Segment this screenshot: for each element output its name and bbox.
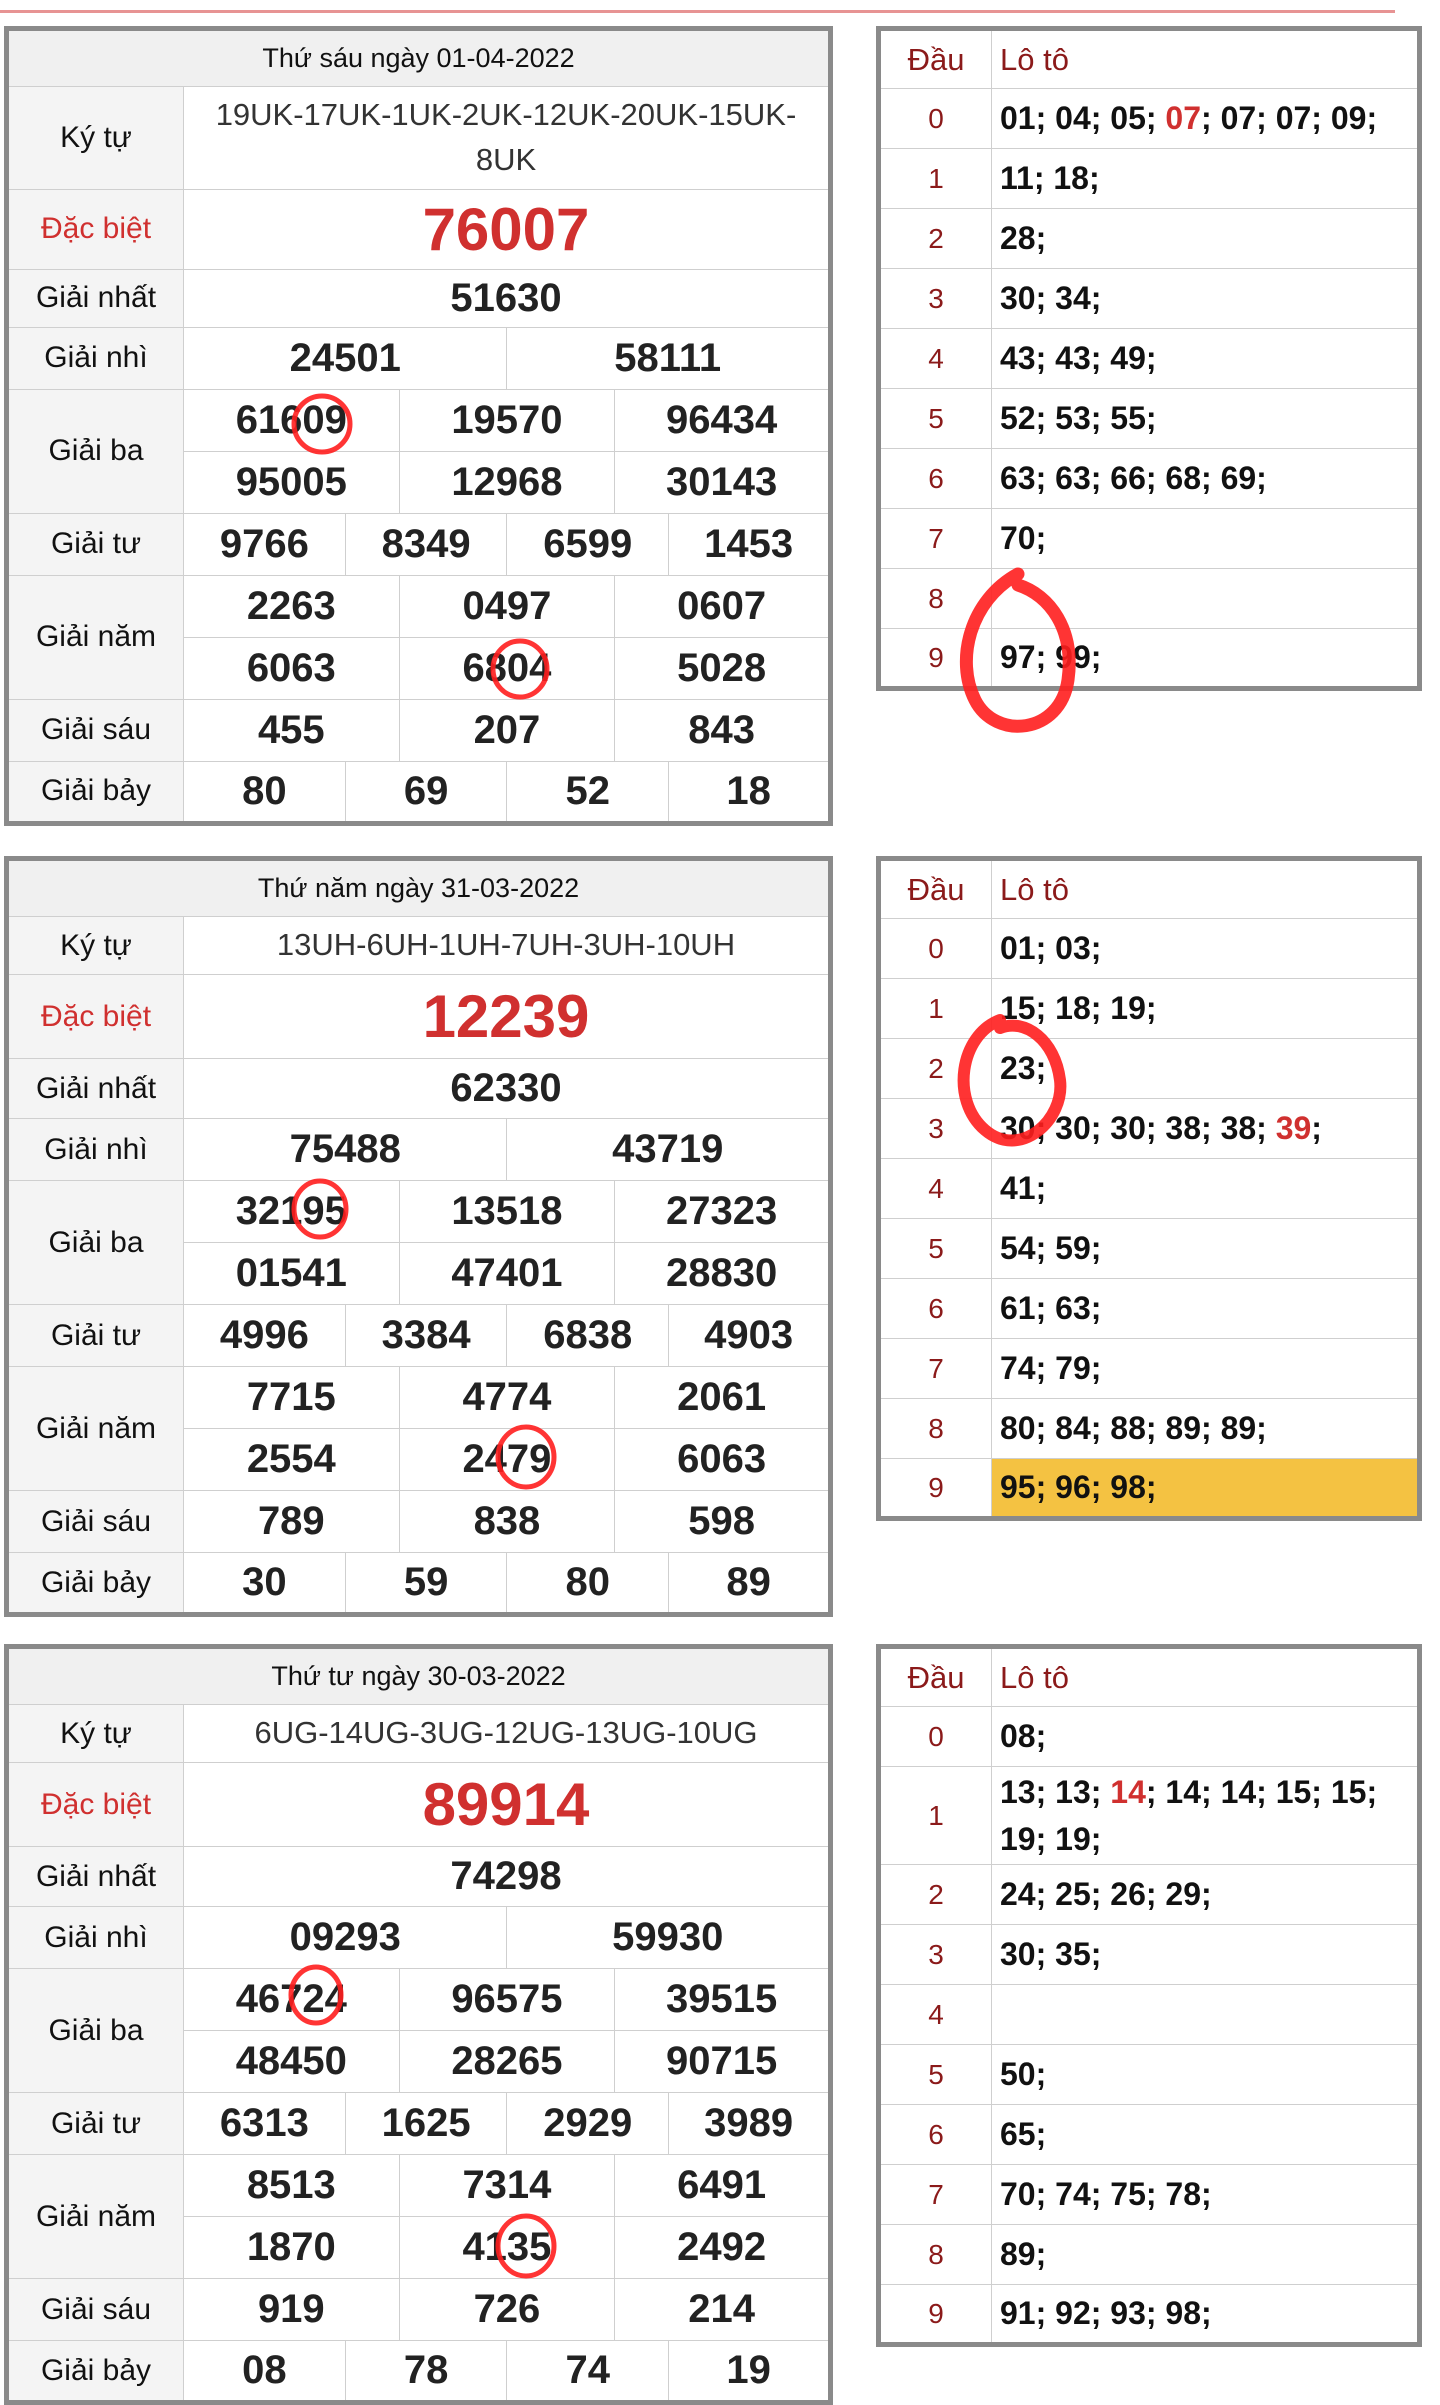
- fifth-prize: 2479: [399, 1429, 615, 1491]
- top-divider: [0, 0, 1395, 13]
- second-prize: 59930: [507, 1907, 831, 1969]
- fourth-prize: 3989: [669, 2093, 831, 2155]
- third-prize: 19570: [399, 389, 615, 451]
- second-prize: 24501: [184, 327, 507, 389]
- special-prize: 89914: [184, 1763, 831, 1847]
- label-dac-biet: Đặc biệt: [7, 189, 184, 269]
- label-giai-tu: Giải tư: [7, 2093, 184, 2155]
- fourth-prize: 1453: [669, 513, 831, 575]
- loto-dau: 4: [879, 1159, 992, 1219]
- loto-values: 50;: [992, 2045, 1420, 2105]
- label-giai-sau: Giải sáu: [7, 2279, 184, 2341]
- loto-dau: 0: [879, 89, 992, 149]
- loto-dau: 7: [879, 2165, 992, 2225]
- fourth-prize: 8349: [345, 513, 507, 575]
- loto-dau: 8: [879, 569, 992, 629]
- loto-dau: 0: [879, 919, 992, 979]
- loto-dau: 5: [879, 2045, 992, 2105]
- loto-dau: 2: [879, 1865, 992, 1925]
- label-ky-tu: Ký tự: [7, 917, 184, 975]
- fifth-prize: 2492: [615, 2217, 831, 2279]
- ky-tu-value: 19UK-17UK-1UK-2UK-12UK-20UK-15UK-8UK: [184, 87, 831, 190]
- loto-values: 01; 04; 05; 07; 07; 07; 09;: [992, 89, 1420, 149]
- label-giai-nam: Giải năm: [7, 2155, 184, 2279]
- fifth-prize: 8513: [184, 2155, 400, 2217]
- loto-dau: 3: [879, 1925, 992, 1985]
- fourth-prize: 6599: [507, 513, 669, 575]
- loto-header-dau: Đầu: [879, 1647, 992, 1707]
- sixth-prize: 598: [615, 1491, 831, 1553]
- loto-dau: 4: [879, 1985, 992, 2045]
- label-giai-ba: Giải ba: [7, 1969, 184, 2093]
- fifth-prize: 2061: [615, 1367, 831, 1429]
- label-giai-bay: Giải bảy: [7, 761, 184, 823]
- label-giai-sau: Giải sáu: [7, 699, 184, 761]
- loto-dau: 9: [879, 1459, 992, 1519]
- seventh-prize: 52: [507, 761, 669, 823]
- label-giai-ba: Giải ba: [7, 389, 184, 513]
- loto-values: 01; 03;: [992, 919, 1420, 979]
- third-prize: 47401: [399, 1243, 615, 1305]
- second-prize: 58111: [507, 327, 831, 389]
- first-prize: 51630: [184, 269, 831, 327]
- third-prize: 39515: [615, 1969, 831, 2031]
- loto-header-loto: Lô tô: [992, 29, 1420, 89]
- loto-dau: 5: [879, 389, 992, 449]
- loto-values: 41;: [992, 1159, 1420, 1219]
- fourth-prize: 2929: [507, 2093, 669, 2155]
- sixth-prize: 789: [184, 1491, 400, 1553]
- fifth-prize: 6804: [399, 637, 615, 699]
- loto-values: [992, 1985, 1420, 2045]
- seventh-prize: 80: [184, 761, 346, 823]
- seventh-prize: 80: [507, 1553, 669, 1615]
- label-giai-nhat: Giải nhất: [7, 1847, 184, 1907]
- fifth-prize: 2554: [184, 1429, 400, 1491]
- first-prize: 62330: [184, 1059, 831, 1119]
- label-giai-tu: Giải tư: [7, 513, 184, 575]
- loto-dau: 4: [879, 329, 992, 389]
- loto-dau: 5: [879, 1219, 992, 1279]
- label-giai-bay: Giải bảy: [7, 2341, 184, 2403]
- seventh-prize: 78: [345, 2341, 507, 2403]
- third-prize: 28265: [399, 2031, 615, 2093]
- seventh-prize: 59: [345, 1553, 507, 1615]
- special-prize: 12239: [184, 975, 831, 1059]
- sixth-prize: 919: [184, 2279, 400, 2341]
- loto-values: 65;: [992, 2105, 1420, 2165]
- results-table: [4, 856, 833, 1617]
- label-giai-nhat: Giải nhất: [7, 269, 184, 327]
- label-dac-biet: Đặc biệt: [7, 1763, 184, 1847]
- third-prize: 27323: [615, 1181, 831, 1243]
- loto-table: [876, 856, 1422, 1521]
- label-giai-nhi: Giải nhì: [7, 327, 184, 389]
- third-prize: 95005: [184, 451, 400, 513]
- fifth-prize: 6063: [184, 637, 400, 699]
- third-prize: 61609: [184, 389, 400, 451]
- third-prize: 30143: [615, 451, 831, 513]
- seventh-prize: 19: [669, 2341, 831, 2403]
- third-prize: 48450: [184, 2031, 400, 2093]
- loto-values-highlighted: 95; 96; 98;: [992, 1459, 1420, 1519]
- loto-dau: 6: [879, 2105, 992, 2165]
- sixth-prize: 455: [184, 699, 400, 761]
- loto-dau: 2: [879, 1039, 992, 1099]
- sixth-prize: 838: [399, 1491, 615, 1553]
- label-giai-nam: Giải năm: [7, 1367, 184, 1491]
- loto-dau: 3: [879, 1099, 992, 1159]
- third-prize: 96575: [399, 1969, 615, 2031]
- results-table: [4, 26, 833, 826]
- sixth-prize: 207: [399, 699, 615, 761]
- loto-values: 80; 84; 88; 89; 89;: [992, 1399, 1420, 1459]
- loto-dau: 9: [879, 2285, 992, 2345]
- loto-values: 11; 18;: [992, 149, 1420, 209]
- label-giai-nhi: Giải nhì: [7, 1907, 184, 1969]
- label-dac-biet: Đặc biệt: [7, 975, 184, 1059]
- loto-table: [876, 26, 1422, 691]
- loto-values: 43; 43; 49;: [992, 329, 1420, 389]
- loto-values: 89;: [992, 2225, 1420, 2285]
- loto-header-dau: Đầu: [879, 29, 992, 89]
- fifth-prize: 7715: [184, 1367, 400, 1429]
- first-prize: 74298: [184, 1847, 831, 1907]
- third-prize: 12968: [399, 451, 615, 513]
- fifth-prize: 6063: [615, 1429, 831, 1491]
- loto-values: 91; 92; 93; 98;: [992, 2285, 1420, 2345]
- third-prize: 13518: [399, 1181, 615, 1243]
- loto-dau: 6: [879, 449, 992, 509]
- loto-values: [992, 569, 1420, 629]
- fourth-prize: 6313: [184, 2093, 346, 2155]
- third-prize: 28830: [615, 1243, 831, 1305]
- sixth-prize: 726: [399, 2279, 615, 2341]
- loto-header-loto: Lô tô: [992, 1647, 1420, 1707]
- fifth-prize: 1870: [184, 2217, 400, 2279]
- loto-values: 54; 59;: [992, 1219, 1420, 1279]
- third-prize: 90715: [615, 2031, 831, 2093]
- loto-dau: 1: [879, 979, 992, 1039]
- loto-values: 61; 63;: [992, 1279, 1420, 1339]
- label-giai-nhat: Giải nhất: [7, 1059, 184, 1119]
- loto-dau: 3: [879, 269, 992, 329]
- fifth-prize: 4135: [399, 2217, 615, 2279]
- results-table: [4, 1644, 833, 2405]
- loto-dau: 9: [879, 629, 992, 689]
- loto-dau: 1: [879, 149, 992, 209]
- sixth-prize: 843: [615, 699, 831, 761]
- loto-values: 52; 53; 55;: [992, 389, 1420, 449]
- loto-dau: 2: [879, 209, 992, 269]
- fifth-prize: 4774: [399, 1367, 615, 1429]
- fourth-prize: 9766: [184, 513, 346, 575]
- third-prize: 32195: [184, 1181, 400, 1243]
- label-giai-tu: Giải tư: [7, 1305, 184, 1367]
- label-giai-nam: Giải năm: [7, 575, 184, 699]
- seventh-prize: 89: [669, 1553, 831, 1615]
- loto-values: 30; 30; 30; 38; 38; 39;: [992, 1099, 1420, 1159]
- loto-values: 70; 74; 75; 78;: [992, 2165, 1420, 2225]
- label-giai-nhi: Giải nhì: [7, 1119, 184, 1181]
- loto-dau: 1: [879, 1767, 992, 1865]
- loto-values: 23;: [992, 1039, 1420, 1099]
- loto-dau: 8: [879, 1399, 992, 1459]
- loto-values: 08;: [992, 1707, 1420, 1767]
- loto-values: 28;: [992, 209, 1420, 269]
- loto-values: 97; 99;: [992, 629, 1420, 689]
- fourth-prize: 6838: [507, 1305, 669, 1367]
- loto-values: 70;: [992, 509, 1420, 569]
- loto-values: 13; 13; 14; 14; 14; 15; 15; 19; 19;: [992, 1767, 1420, 1865]
- loto-header-loto: Lô tô: [992, 859, 1420, 919]
- third-prize: 46724: [184, 1969, 400, 2031]
- fifth-prize: 5028: [615, 637, 831, 699]
- fifth-prize: 6491: [615, 2155, 831, 2217]
- second-prize: 75488: [184, 1119, 507, 1181]
- loto-dau: 6: [879, 1279, 992, 1339]
- label-giai-bay: Giải bảy: [7, 1553, 184, 1615]
- ky-tu-value: 13UH-6UH-1UH-7UH-3UH-10UH: [184, 917, 831, 975]
- seventh-prize: 08: [184, 2341, 346, 2403]
- seventh-prize: 18: [669, 761, 831, 823]
- fourth-prize: 4996: [184, 1305, 346, 1367]
- loto-header-dau: Đầu: [879, 859, 992, 919]
- loto-values: 74; 79;: [992, 1339, 1420, 1399]
- loto-values: 15; 18; 19;: [992, 979, 1420, 1039]
- loto-values: 24; 25; 26; 29;: [992, 1865, 1420, 1925]
- label-ky-tu: Ký tự: [7, 87, 184, 190]
- fourth-prize: 3384: [345, 1305, 507, 1367]
- loto-values: 30; 34;: [992, 269, 1420, 329]
- label-ky-tu: Ký tự: [7, 1705, 184, 1763]
- seventh-prize: 74: [507, 2341, 669, 2403]
- loto-dau: 7: [879, 1339, 992, 1399]
- loto-values: 30; 35;: [992, 1925, 1420, 1985]
- seventh-prize: 69: [345, 761, 507, 823]
- third-prize: 01541: [184, 1243, 400, 1305]
- second-prize: 09293: [184, 1907, 507, 1969]
- seventh-prize: 30: [184, 1553, 346, 1615]
- loto-dau: 0: [879, 1707, 992, 1767]
- label-giai-sau: Giải sáu: [7, 1491, 184, 1553]
- fifth-prize: 2263: [184, 575, 400, 637]
- label-giai-ba: Giải ba: [7, 1181, 184, 1305]
- fourth-prize: 1625: [345, 2093, 507, 2155]
- loto-values: 63; 63; 66; 68; 69;: [992, 449, 1420, 509]
- sixth-prize: 214: [615, 2279, 831, 2341]
- loto-dau: 8: [879, 2225, 992, 2285]
- draw-date: Thứ sáu ngày 01-04-2022: [7, 29, 831, 87]
- fourth-prize: 4903: [669, 1305, 831, 1367]
- fifth-prize: 0497: [399, 575, 615, 637]
- ky-tu-value: 6UG-14UG-3UG-12UG-13UG-10UG: [184, 1705, 831, 1763]
- third-prize: 96434: [615, 389, 831, 451]
- loto-table: [876, 1644, 1422, 2347]
- loto-dau: 7: [879, 509, 992, 569]
- special-prize: 76007: [184, 189, 831, 269]
- second-prize: 43719: [507, 1119, 831, 1181]
- draw-date: Thứ tư ngày 30-03-2022: [7, 1647, 831, 1705]
- fifth-prize: 0607: [615, 575, 831, 637]
- fifth-prize: 7314: [399, 2155, 615, 2217]
- draw-date: Thứ năm ngày 31-03-2022: [7, 859, 831, 917]
